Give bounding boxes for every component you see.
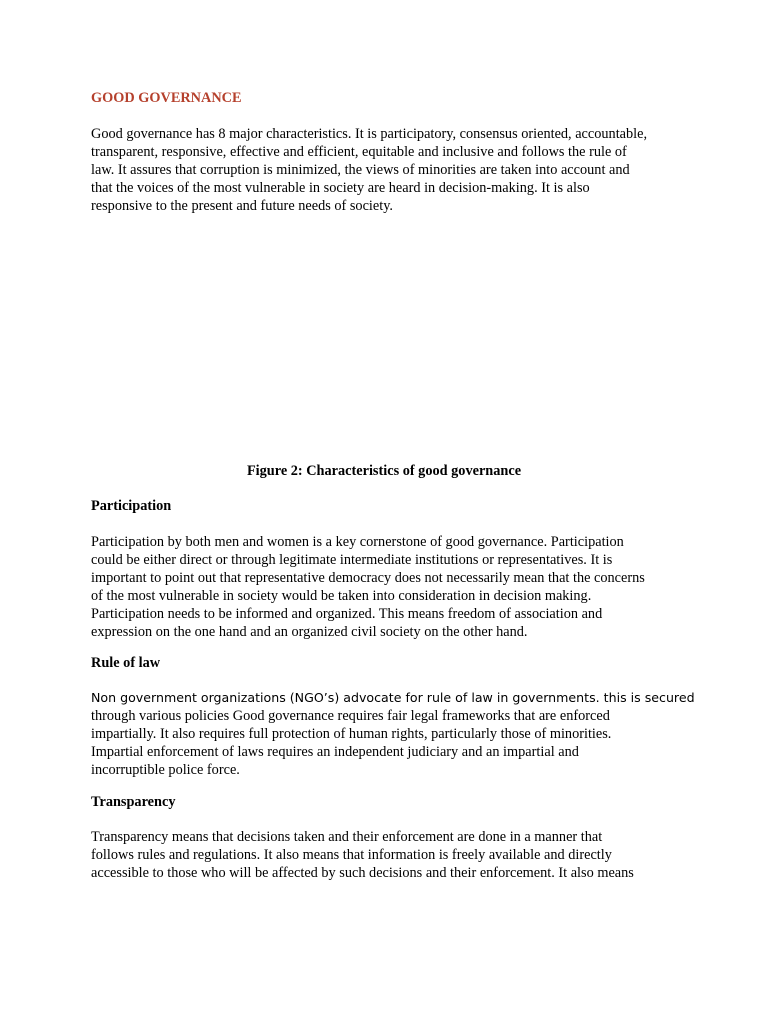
intro-paragraph — [91, 125, 691, 215]
text-line: expression on the one hand and an organized civil society on the other hand. — [91, 624, 528, 640]
text-line: that the voices of the most vulnerable in society are heard in decision-making. It is also — [91, 180, 590, 196]
text-line: could be either direct or through legitimate intermediate institutions or representatives. It is — [91, 552, 613, 568]
text-line: impartially. It also requires full protection of human rights, particularly those of minorities. — [91, 726, 612, 742]
text-line: through various policies Good governance requires fair legal frameworks that are enforced — [91, 708, 610, 724]
text-line: follows rules and regulations. It also means that information is freely available and directly — [91, 847, 612, 863]
section-heading-rule-of-law: Rule of law — [91, 655, 161, 671]
section-heading-transparency: Transparency — [91, 794, 176, 810]
text-line: of the most vulnerable in society would be taken into consideration in decision making. — [91, 588, 592, 604]
text-line: Participation needs to be informed and organized. This means freedom of association and — [91, 606, 603, 622]
text-line: Impartial enforcement of laws requires an independent judiciary and an impartial and — [91, 744, 579, 760]
text-line: accessible to those who will be affected by such decisions and their enforcement. It also means — [91, 865, 634, 881]
text-line: Good governance has 8 major characteristics. It is participatory, consensus oriented, accountable, — [91, 126, 648, 142]
participation-paragraph — [91, 533, 691, 641]
text-line: law. It assures that corruption is minimized, the views of minorities are taken into account and — [91, 162, 630, 178]
text-line: transparent, responsive, effective and efficient, equitable and inclusive and follows the rule of — [91, 144, 627, 160]
section-heading-participation: Participation — [91, 498, 172, 514]
text-line: Participation by both men and women is a key cornerstone of good governance. Participation — [91, 534, 624, 550]
text-line: Non government organizations (NGO’s) advocate for rule of law in governments. this is secured — [91, 690, 695, 705]
figure-placeholder — [91, 220, 681, 450]
text-line: incorruptible police force. — [91, 762, 240, 778]
figure-caption: Figure 2: Characteristics of good governance — [246, 463, 522, 479]
transparency-paragraph — [91, 828, 691, 882]
document-title: GOOD GOVERNANCE — [91, 90, 242, 106]
rule-of-law-paragraph — [91, 689, 695, 779]
text-line: important to point out that representative democracy does not necessarily mean that the concerns — [91, 570, 645, 586]
text-line: responsive to the present and future needs of society. — [91, 198, 393, 214]
text-line: Transparency means that decisions taken and their enforcement are done in a manner that — [91, 829, 603, 845]
